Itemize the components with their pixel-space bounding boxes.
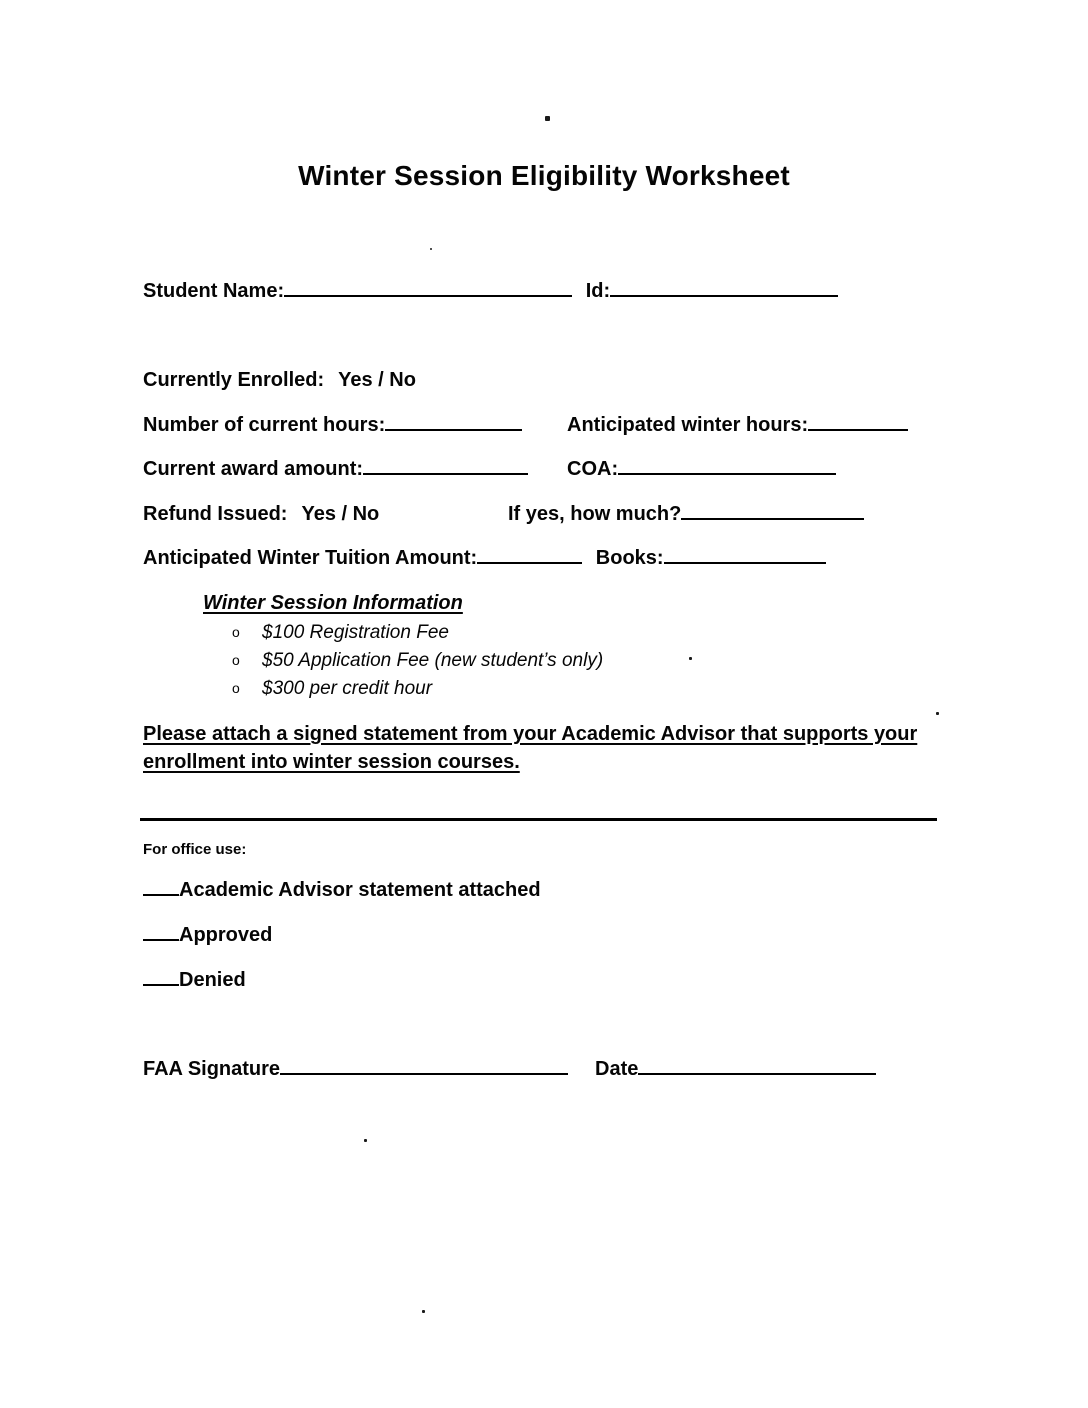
denied-label: Denied [179, 969, 246, 991]
section-divider [140, 818, 937, 821]
winter-hours-field[interactable] [808, 427, 908, 431]
bullet-icon: o [232, 652, 240, 668]
refund-amount-field[interactable] [681, 516, 864, 520]
refund-amount-label: If yes, how much? [508, 503, 682, 525]
advisor-notice: Please attach a signed statement from your Academic Advisor that supports your enrollment into winter session courses. [143, 723, 918, 773]
award-row [143, 458, 943, 481]
date-group [595, 1058, 876, 1081]
list-item [232, 677, 432, 700]
approved-checkline[interactable] [143, 937, 179, 941]
bullet-icon: o [232, 680, 240, 696]
faa-signature-field[interactable] [280, 1071, 568, 1075]
books-label: Books: [595, 547, 664, 569]
coa-group [567, 458, 836, 481]
current-hours-label: Number of current hours: [143, 414, 386, 436]
coa-label: COA: [567, 458, 619, 480]
current-hours-field[interactable] [385, 427, 522, 431]
identity-row [143, 280, 838, 303]
scan-speck [689, 657, 692, 660]
tuition-row [143, 547, 826, 570]
currently-enrolled-row [143, 369, 416, 392]
statement-attached-label: Academic Advisor statement attached [179, 879, 541, 901]
tuition-label: Anticipated Winter Tuition Amount: [143, 547, 478, 569]
refund-label: Refund Issued: [143, 503, 288, 525]
approved-label: Approved [179, 924, 273, 946]
scan-speck [430, 248, 432, 250]
award-label: Current award amount: [143, 458, 364, 480]
student-name-field[interactable] [284, 293, 572, 297]
currently-enrolled-options: Yes / No [338, 369, 416, 391]
scan-speck [936, 712, 939, 715]
winter-hours-group [567, 414, 908, 437]
scan-speck [364, 1139, 367, 1142]
page-title: Winter Session Eligibility Worksheet [298, 160, 790, 191]
list-item-text: $100 Registration Fee [262, 622, 449, 643]
tuition-field[interactable] [477, 560, 582, 564]
award-field[interactable] [363, 471, 528, 475]
coa-field[interactable] [618, 471, 836, 475]
faa-signature-label: FAA Signature [143, 1058, 281, 1080]
winter-session-info-heading: Winter Session Information [203, 592, 463, 614]
list-item-text: $50 Application Fee (new student’s only) [262, 650, 604, 671]
student-name-label: Student Name: [143, 280, 285, 302]
list-item [232, 621, 449, 644]
date-label: Date [595, 1058, 639, 1080]
id-field[interactable] [610, 293, 838, 297]
id-label: Id: [585, 280, 611, 302]
winter-hours-label: Anticipated winter hours: [567, 414, 809, 436]
denied-checkline[interactable] [143, 982, 179, 986]
scan-speck [422, 1310, 425, 1313]
list-item [232, 649, 603, 672]
office-use-heading: For office use: [143, 841, 247, 858]
list-item-text: $300 per credit hour [262, 678, 433, 699]
refund-options: Yes / No [301, 503, 380, 525]
currently-enrolled-label: Currently Enrolled: [143, 369, 325, 391]
bullet-icon: o [232, 624, 240, 640]
books-field[interactable] [664, 560, 826, 564]
refund-row [143, 503, 943, 526]
date-field[interactable] [638, 1071, 876, 1075]
refund-amount-group [508, 503, 864, 526]
office-check-row [143, 969, 246, 992]
statement-attached-checkline[interactable] [143, 892, 179, 896]
hours-row [143, 414, 943, 437]
scan-speck [545, 116, 550, 121]
signature-row [143, 1058, 943, 1081]
office-check-row [143, 924, 272, 947]
office-check-row [143, 879, 541, 902]
